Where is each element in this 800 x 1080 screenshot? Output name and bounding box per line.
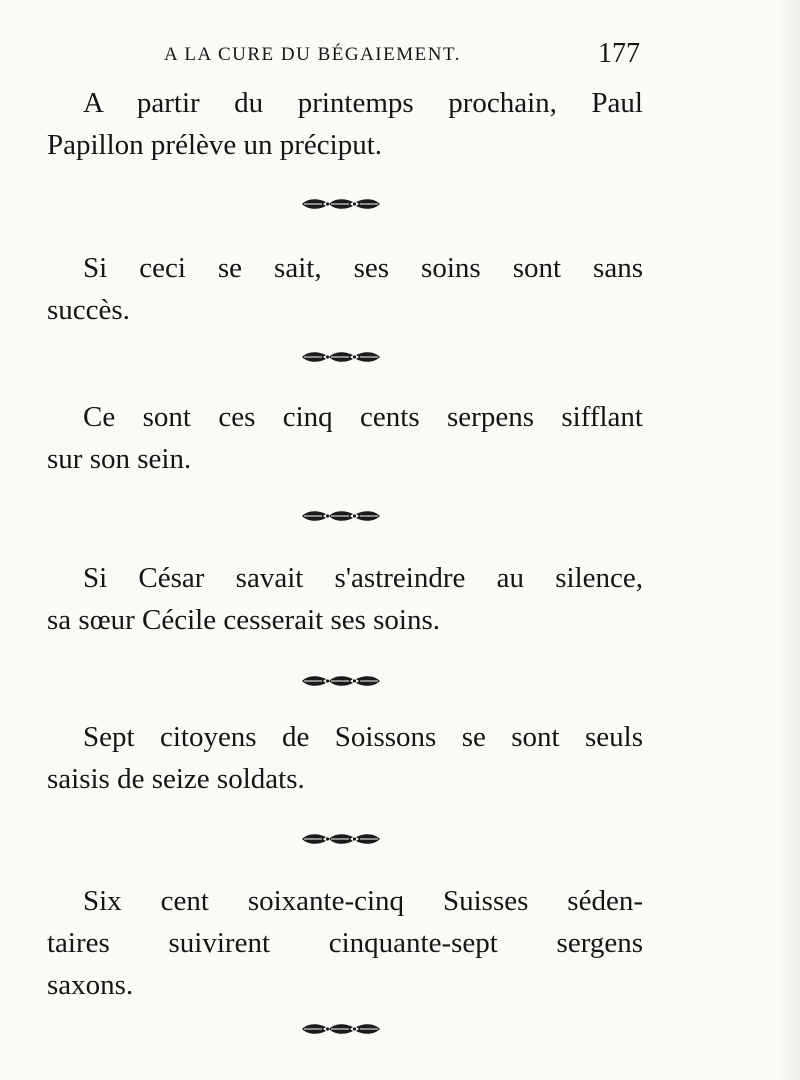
paragraph-line: Sept citoyens de Soissons se sont seuls bbox=[83, 721, 643, 753]
paragraph-line: Ce sont ces cinq cents serpens sifflant bbox=[83, 401, 643, 433]
paragraph-line: Si ceci se sait, ses soins sont sans bbox=[83, 252, 643, 284]
paragraph-5 bbox=[47, 716, 643, 800]
paragraph-line: Six cent soixante-cinq Suisses séden- bbox=[83, 885, 643, 917]
paragraph-line: sur son sein. bbox=[47, 443, 192, 475]
page-edge-shadow bbox=[778, 0, 800, 1080]
paragraph-line: saxons. bbox=[47, 969, 134, 1001]
fleuron-ornament-icon bbox=[300, 509, 382, 523]
page-number: 177 bbox=[598, 38, 640, 69]
paragraph-line: Si César savait s'astreindre au silence, bbox=[83, 562, 643, 594]
paragraph-line: succès. bbox=[47, 294, 130, 326]
paragraph-line: sa sœur Cécile cesserait ses soins. bbox=[47, 604, 441, 636]
fleuron-ornament-icon bbox=[300, 1022, 382, 1036]
paragraph-3 bbox=[47, 396, 643, 480]
running-head: A LA CURE DU BÉGAIEMENT. bbox=[164, 44, 461, 65]
fleuron-ornament-icon bbox=[300, 350, 382, 364]
fleuron-ornament-icon bbox=[300, 674, 382, 688]
paragraph-6 bbox=[47, 880, 643, 1006]
paragraph-line: saisis de seize soldats. bbox=[47, 763, 305, 795]
paragraph-line: taires suivirent cinquante-sept sergens bbox=[47, 927, 643, 959]
paragraph-line: A partir du printemps prochain, Paul bbox=[83, 87, 643, 119]
paragraph-line: Papillon prélève un préciput. bbox=[47, 129, 383, 161]
paragraph-2 bbox=[47, 247, 643, 331]
page-header bbox=[150, 38, 642, 74]
paragraph-1 bbox=[47, 82, 643, 166]
fleuron-ornament-icon bbox=[300, 832, 382, 846]
paragraph-4 bbox=[47, 557, 643, 641]
fleuron-ornament-icon bbox=[300, 197, 382, 211]
